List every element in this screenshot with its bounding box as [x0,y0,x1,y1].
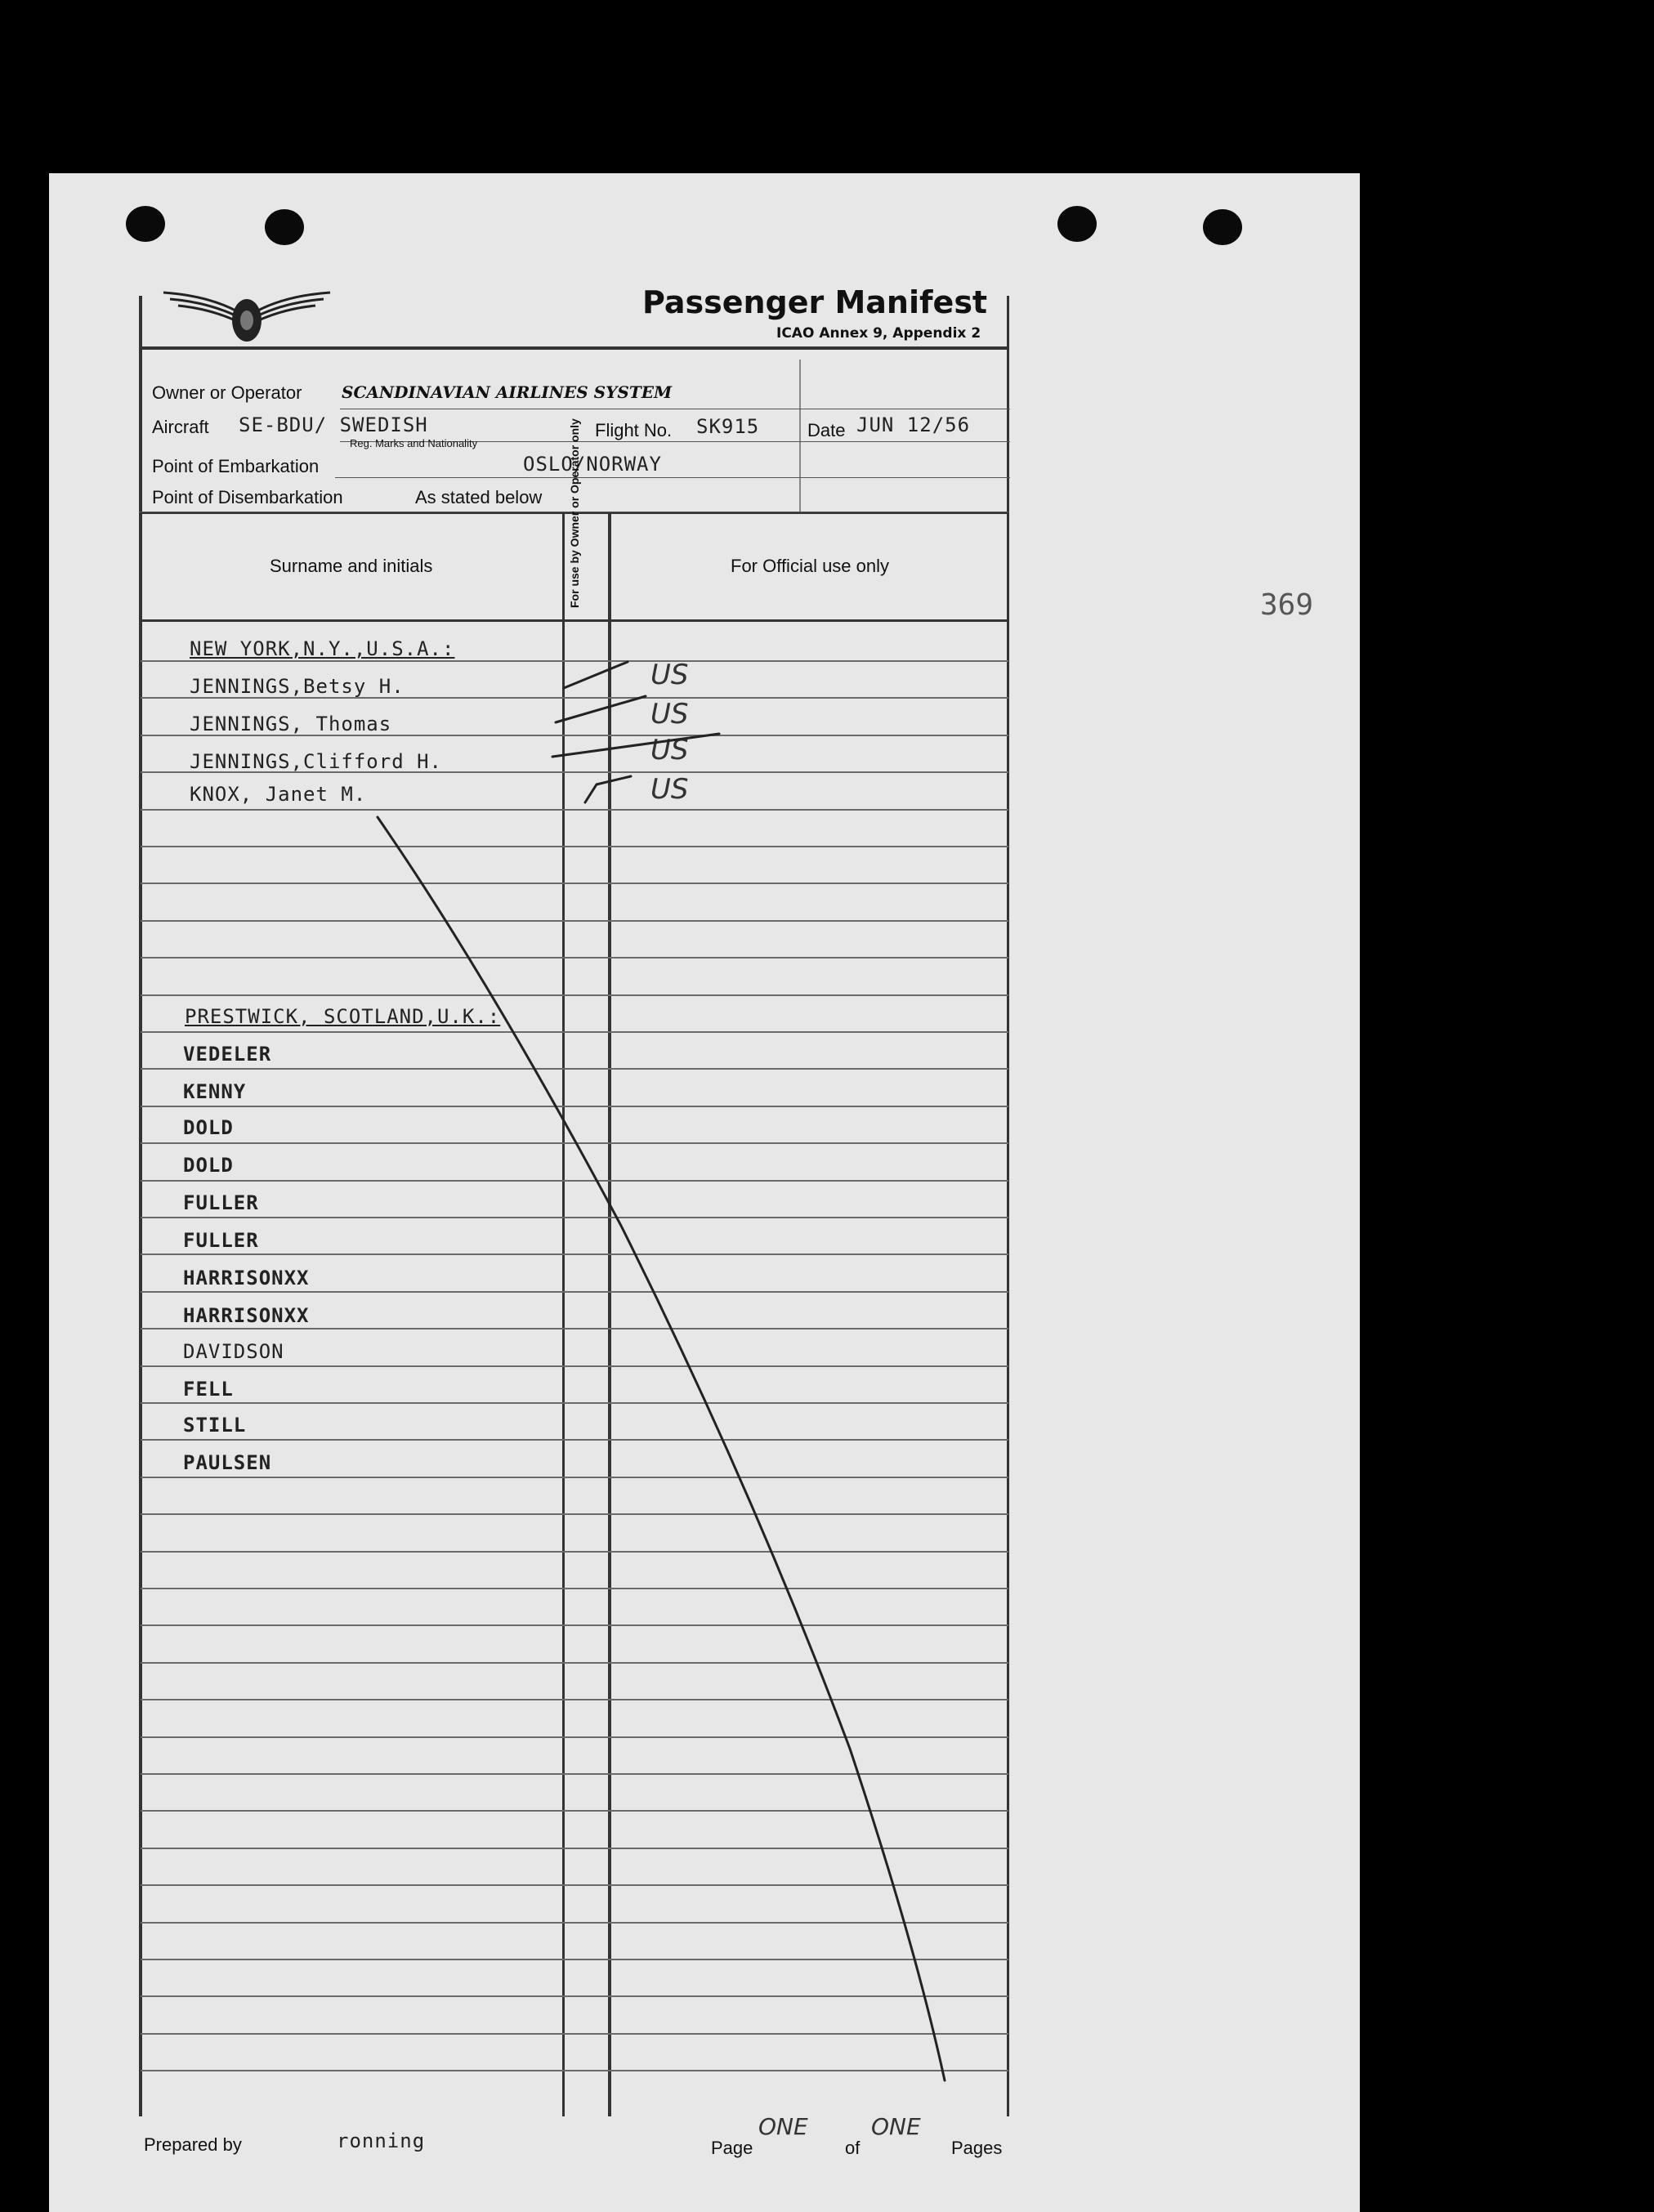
disembarkation-label: Point of Disembarkation [152,487,343,507]
prepared-by-value: ronning [337,2129,426,2152]
page-label: Page [711,2138,753,2158]
official-mark: US [650,698,689,731]
passenger-name: FULLER [183,1191,259,1214]
destination-heading: PRESTWICK, SCOTLAND,U.K.: [185,1005,501,1028]
official-mark: US [650,659,689,691]
flight-label: Flight No. [595,420,673,440]
surname-column-header: Surname and initials [270,556,433,576]
passenger-name: JENNINGS,Betsy H. [190,675,405,698]
passenger-name: STILL [183,1414,247,1437]
passenger-name: FULLER [183,1229,259,1252]
of-label: of [845,2138,861,2158]
aircraft-label: Aircraft [152,417,209,437]
passenger-name: JENNINGS,Clifford H. [190,750,442,773]
passenger-name: HARRISONXX [183,1267,310,1289]
destination-heading: NEW YORK,N.Y.,U.S.A.: [190,637,455,660]
owner-value: SCANDINAVIAN AIRLINES SYSTEM [342,382,673,402]
embarkation-value: OSLO/NORWAY [523,453,662,476]
page-value: ONE [758,2113,808,2140]
embarkation-label: Point of Embarkation [152,456,320,476]
official-column-header: For Official use only [731,556,890,576]
prepared-by-label: Prepared by [144,2134,242,2155]
passenger-name: DAVIDSON [183,1340,284,1363]
passenger-name: KENNY [183,1080,247,1103]
page-total: ONE [871,2113,921,2140]
passenger-name: KNOX, Janet M. [190,783,367,806]
passenger-name: VEDELER [183,1043,272,1066]
official-mark: US [650,773,689,806]
form-title: Passenger Manifest [642,284,988,320]
passenger-name: JENNINGS, Thomas [190,713,392,735]
passenger-name: PAULSEN [183,1451,272,1474]
passenger-name: FELL [183,1378,234,1401]
passenger-name: HARRISONXX [183,1304,310,1327]
date-label: Date [807,420,846,440]
form-subtitle: ICAO Annex 9, Appendix 2 [776,325,981,342]
margin-number: 369 [1260,588,1314,622]
date-value: JUN 12/56 [856,413,971,436]
official-mark: US [650,734,689,766]
pages-label: Pages [951,2138,1003,2158]
aircraft-note: Reg. Marks and Nationality [350,437,478,449]
passenger-name: DOLD [183,1116,234,1139]
owner-label: Owner or Operator [152,382,302,403]
passenger-name: DOLD [183,1154,234,1177]
disembarkation-value: As stated below [415,487,543,507]
flight-value: SK915 [696,415,760,438]
aircraft-value: SE-BDU/ SWEDISH [239,413,428,436]
